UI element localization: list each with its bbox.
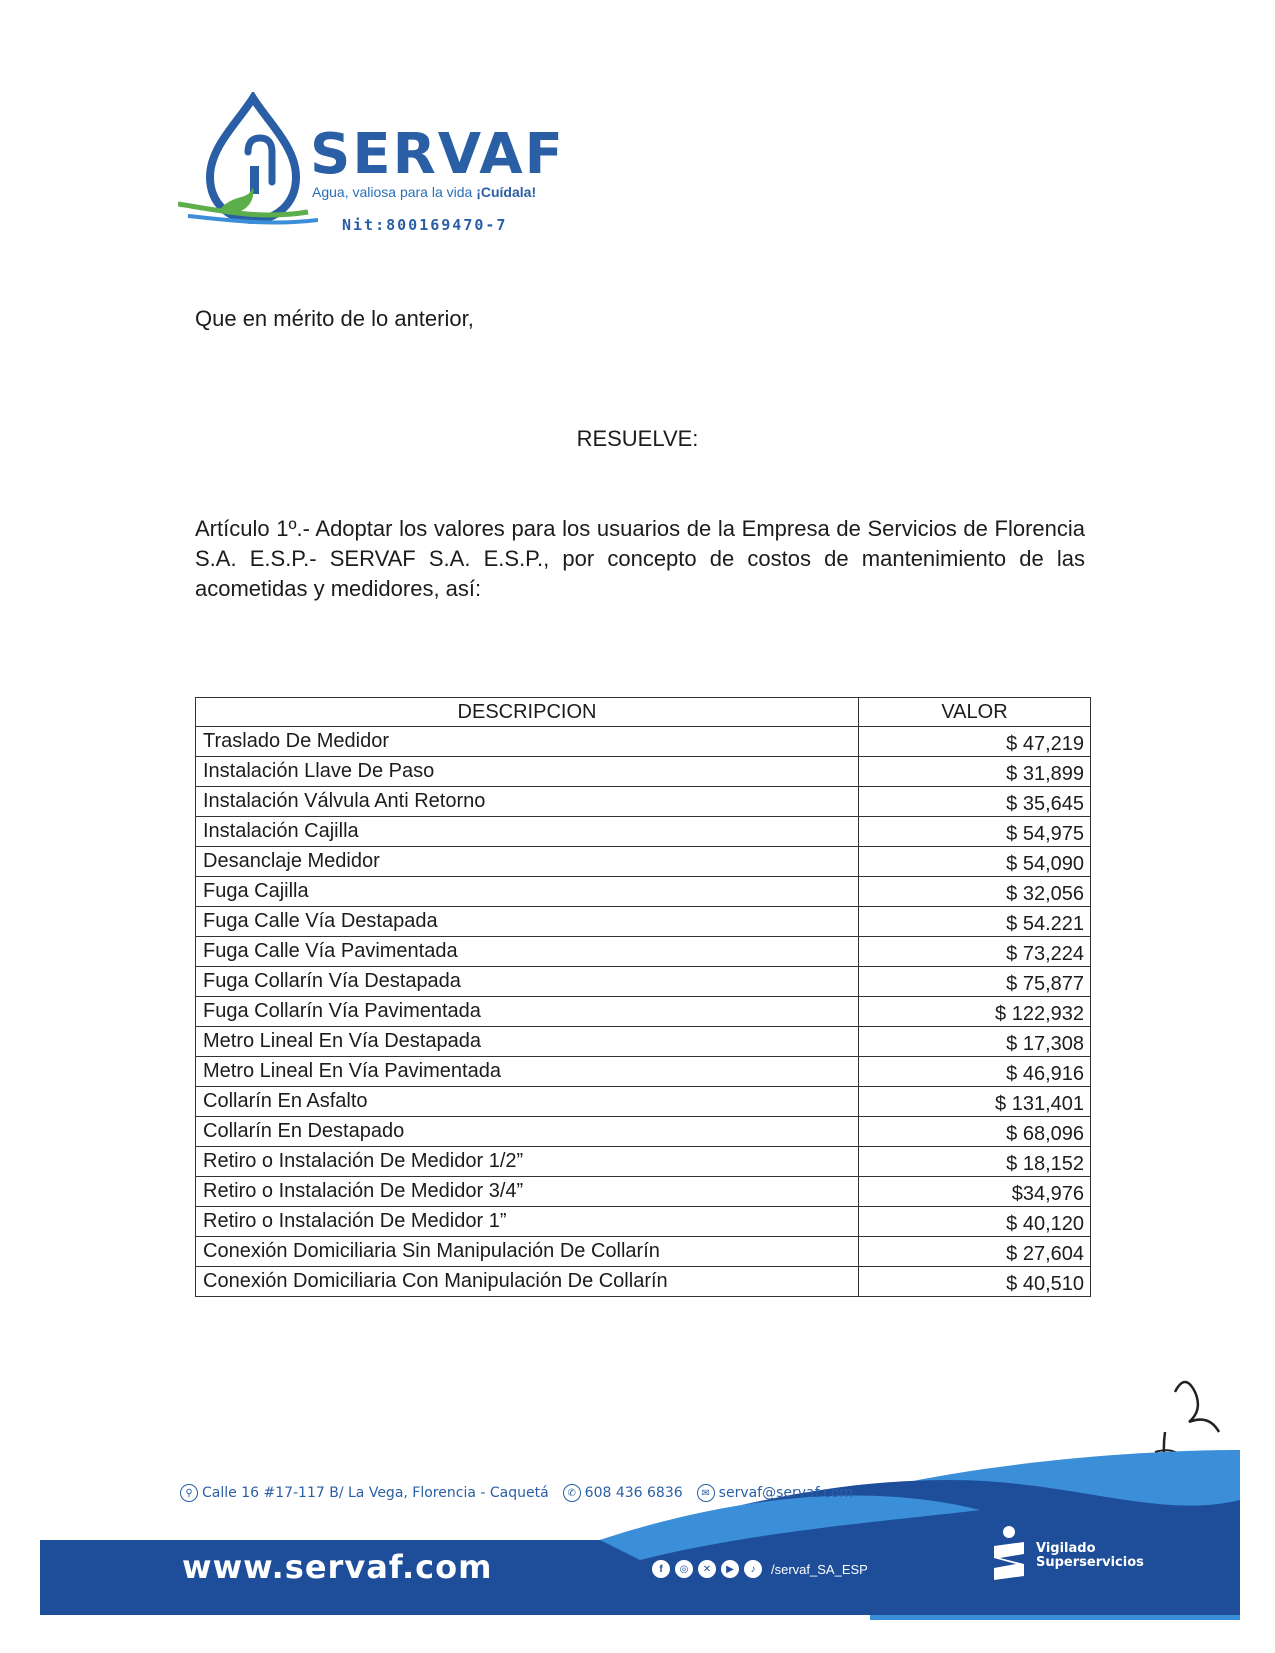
row-description: Conexión Domiciliaria Con Manipulación De Collarín <box>196 1267 859 1297</box>
header-valor: VALOR <box>859 698 1091 727</box>
article-1-text: Artículo 1º.- Adoptar los valores para los usuarios de la Empresa de Servicios de Florencia S.A. E.S.P.- SERVAF S.A. E.S.P., por concepto de costos de mantenimiento de las acometidas y medidores, así: <box>195 516 1085 601</box>
water-drop-icon <box>178 92 318 242</box>
row-description: Retiro o Instalación De Medidor 1” <box>196 1207 859 1237</box>
row-value: $ 31,899 <box>859 757 1091 787</box>
table-row <box>196 757 1091 787</box>
table-row <box>196 1177 1091 1207</box>
footer-email: servaf@servaf.com <box>718 1485 853 1501</box>
row-value: $ 54,090 <box>859 847 1091 877</box>
phone-icon: ✆ <box>563 1484 581 1502</box>
table-row <box>196 1087 1091 1117</box>
row-value: $ 46,916 <box>859 1057 1091 1087</box>
logo-tagline: Agua, valiosa para la vida ¡Cuídala! <box>312 184 537 200</box>
row-description: Instalación Llave De Paso <box>196 757 859 787</box>
row-value: $ 54.221 <box>859 907 1091 937</box>
logo-wordmark: SERVAF <box>310 122 565 187</box>
footer-website: www.servaf.com <box>182 1548 493 1586</box>
table-row <box>196 1027 1091 1057</box>
table-row <box>196 937 1091 967</box>
table-row <box>196 877 1091 907</box>
footer-phone: 608 436 6836 <box>584 1485 683 1501</box>
row-description: Traslado De Medidor <box>196 727 859 757</box>
table-row <box>196 907 1091 937</box>
resuelve-heading: RESUELVE: <box>576 426 699 451</box>
table-row <box>196 967 1091 997</box>
table-row <box>196 787 1091 817</box>
table-row <box>196 817 1091 847</box>
x-icon: ✕ <box>698 1560 716 1578</box>
row-value: $ 27,604 <box>859 1237 1091 1267</box>
row-description: Fuga Calle Vía Destapada <box>196 907 859 937</box>
location-icon: ⚲ <box>180 1484 198 1502</box>
row-value: $ 17,308 <box>859 1027 1091 1057</box>
row-description: Retiro o Instalación De Medidor 3/4” <box>196 1177 859 1207</box>
footer-contact <box>180 1484 853 1502</box>
social-handle: /servaf_SA_ESP <box>771 1561 868 1577</box>
table-row <box>196 1237 1091 1267</box>
row-value: $ 40,120 <box>859 1207 1091 1237</box>
row-description: Collarín En Asfalto <box>196 1087 859 1117</box>
servaf-logo <box>178 92 565 242</box>
email-icon: ✉ <box>697 1484 715 1502</box>
row-description: Fuga Collarín Vía Destapada <box>196 967 859 997</box>
table-row <box>196 727 1091 757</box>
row-description: Instalación Cajilla <box>196 817 859 847</box>
row-value: $ 131,401 <box>859 1087 1091 1117</box>
row-description: Fuga Cajilla <box>196 877 859 907</box>
row-value: $ 32,056 <box>859 877 1091 907</box>
footer-address: Calle 16 #17-117 B/ La Vega, Florencia - Caquetá <box>202 1485 549 1501</box>
row-description: Fuga Calle Vía Pavimentada <box>196 937 859 967</box>
row-value: $ 122,932 <box>859 997 1091 1027</box>
row-value: $ 54,975 <box>859 817 1091 847</box>
table-row <box>196 1207 1091 1237</box>
table-row <box>196 1147 1091 1177</box>
row-value: $ 68,096 <box>859 1117 1091 1147</box>
header-descripcion: DESCRIPCION <box>196 698 859 727</box>
vigilado-superservicios: Vigilado Superservicios <box>1036 1541 1144 1570</box>
row-value: $ 47,219 <box>859 727 1091 757</box>
row-description: Conexión Domiciliaria Sin Manipulación De Collarín <box>196 1237 859 1267</box>
row-value: $ 75,877 <box>859 967 1091 997</box>
table-row <box>196 1267 1091 1297</box>
table-header-row <box>196 698 1091 727</box>
facebook-icon: f <box>652 1560 670 1578</box>
row-description: Collarín En Destapado <box>196 1117 859 1147</box>
tiktok-icon: ♪ <box>744 1560 762 1578</box>
nit-number: Nit:800169470-7 <box>342 216 508 234</box>
row-description: Metro Lineal En Vía Pavimentada <box>196 1057 859 1087</box>
row-description: Retiro o Instalación De Medidor 1/2” <box>196 1147 859 1177</box>
table-row <box>196 847 1091 877</box>
row-description: Instalación Válvula Anti Retorno <box>196 787 859 817</box>
row-description: Metro Lineal En Vía Destapada <box>196 1027 859 1057</box>
row-value: $ 18,152 <box>859 1147 1091 1177</box>
row-value: $34,976 <box>859 1177 1091 1207</box>
social-links <box>652 1560 868 1578</box>
table-row <box>196 997 1091 1027</box>
intro-text: Que en mérito de lo anterior, <box>195 306 474 331</box>
row-description: Fuga Collarín Vía Pavimentada <box>196 997 859 1027</box>
row-value: $ 35,645 <box>859 787 1091 817</box>
table-row <box>196 1057 1091 1087</box>
youtube-icon: ▶ <box>721 1560 739 1578</box>
superservicios-logo-icon <box>990 1524 1028 1584</box>
row-description: Desanclaje Medidor <box>196 847 859 877</box>
table-row <box>196 1117 1091 1147</box>
row-value: $ 73,224 <box>859 937 1091 967</box>
row-value: $ 40,510 <box>859 1267 1091 1297</box>
instagram-icon: ◎ <box>675 1560 693 1578</box>
tariff-table <box>195 697 1091 1297</box>
